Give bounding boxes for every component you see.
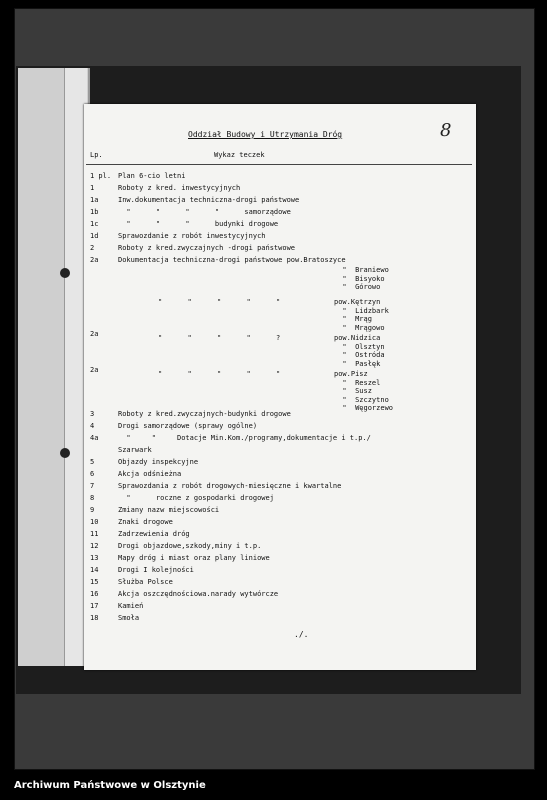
county-name: " Węgorzewo	[334, 404, 394, 412]
document-title: Oddział Budowy i Utrzymania Dróg	[188, 130, 343, 139]
item-number: 4	[90, 422, 95, 430]
item-number: 2a	[90, 330, 99, 338]
item-text: Roboty z kred.zwyczajnych -drogi państwowe	[118, 244, 296, 252]
ditto-row: " " " " "	[158, 298, 281, 306]
county-name: " Braniewo	[334, 266, 389, 274]
item-text: Drogi samorządowe (sprawy ogólne)	[118, 422, 258, 430]
item-number: 1d	[90, 232, 99, 240]
item-text: Zadrzewienia dróg	[118, 530, 190, 538]
item-number: 1b	[90, 208, 99, 216]
item-number: 1c	[90, 220, 99, 228]
item-text: Znaki drogowe	[118, 518, 173, 526]
item-number: 4a	[90, 434, 99, 442]
item-number: 12	[90, 542, 99, 550]
item-number: 14	[90, 566, 99, 574]
item-number: 11	[90, 530, 99, 538]
item-text: " " " " samorządowe	[118, 208, 291, 216]
item-number: 10	[90, 518, 99, 526]
item-number: 2a	[90, 256, 99, 264]
item-number: 17	[90, 602, 99, 610]
item-text: Mapy dróg i miast oraz plany liniowe	[118, 554, 270, 562]
item-text: Objazdy inspekcyjne	[118, 458, 199, 466]
item-number: 18	[90, 614, 99, 622]
county-name: " Bisyoko	[334, 274, 385, 283]
item-number: 2	[90, 244, 95, 252]
item-text: Roboty z kred. inwestycyjnych	[118, 184, 241, 192]
county-name: pow.Kętrzyn	[334, 298, 381, 306]
item-text: Akcja oszczędnościowa.narady wytwórcze	[118, 590, 279, 598]
item-text: Służba Polsce	[118, 578, 173, 586]
item-text: Dokumentacja techniczna-drogi państwowe pow.Bratoszyce	[118, 256, 346, 264]
item-text: Drogi I kolejności	[118, 566, 194, 574]
county-name: pow.Nidzica	[334, 334, 381, 342]
item-number: 8	[90, 494, 95, 502]
item-text: Plan 6-cio letni	[118, 172, 186, 180]
county-name: " Mrąg	[334, 315, 372, 323]
item-text: Szarwark	[118, 446, 152, 454]
item-text: " " Dotacje Min.Kom./programy,dokumentacje i t.p./	[118, 434, 371, 442]
header-lp: Lp.	[90, 151, 103, 159]
item-text: Zmiany nazw miejscowości	[118, 506, 220, 514]
ditto-row: " " " " "	[158, 370, 281, 378]
item-text: Sprawozdanie z robót inwestycyjnych	[118, 232, 266, 240]
county-name: " Ostróda	[334, 351, 385, 359]
item-text: " " " budynki drogowe	[118, 220, 279, 228]
county-name: " Susz	[334, 387, 372, 395]
handwritten-page-number: 8	[440, 120, 452, 141]
county-name: " Olsztyn	[334, 342, 385, 351]
header-wykaz: Wykaz teczek	[214, 151, 265, 159]
archive-footer: Archiwum Państwowe w Olsztynie	[14, 780, 206, 791]
item-text: " roczne z gospodarki drogowej	[118, 494, 274, 502]
item-text: Smoła	[118, 614, 140, 622]
punch-hole-top	[60, 268, 70, 278]
item-number: 1 pl.	[90, 172, 112, 180]
item-number: 13	[90, 554, 99, 562]
item-text: Drogi objazdowe,szkody,miny i t.p.	[118, 542, 262, 550]
end-mark: ./.	[294, 630, 309, 639]
item-number: 3	[90, 410, 95, 418]
county-name: " Reszel	[334, 378, 381, 387]
item-number: 9	[90, 506, 95, 514]
county-name: " Szczytno	[334, 395, 389, 404]
county-name: " Mrągowo	[334, 323, 385, 332]
ditto-row: " " " " ?	[158, 334, 281, 342]
county-name: " Górowo	[334, 283, 381, 291]
item-text: Sprawozdania z robót drogowych-miesięczne i kwartalne	[118, 482, 342, 490]
item-text: Akcja odśnieżna	[118, 470, 182, 478]
item-number: 7	[90, 482, 95, 490]
item-text: Kamień	[118, 602, 144, 610]
punch-hole-bottom	[60, 448, 70, 458]
county-name: " Pasłęk	[334, 359, 381, 368]
county-name: " Lidzbark	[334, 306, 389, 315]
header-rule	[86, 164, 472, 165]
item-number: 15	[90, 578, 99, 586]
item-number: 2a	[90, 366, 99, 374]
item-number: 16	[90, 590, 99, 598]
item-number: 5	[90, 458, 95, 466]
item-number: 1	[90, 184, 95, 192]
item-number: 1a	[90, 196, 99, 204]
document-page	[84, 104, 476, 670]
item-text: Roboty z kred.zwyczajnych-budynki drogowe	[118, 410, 291, 418]
item-text: Inw.dokumentacja techniczna-drogi państwowe	[118, 196, 300, 204]
item-number: 6	[90, 470, 95, 478]
county-name: pow.Pisz	[334, 370, 368, 378]
